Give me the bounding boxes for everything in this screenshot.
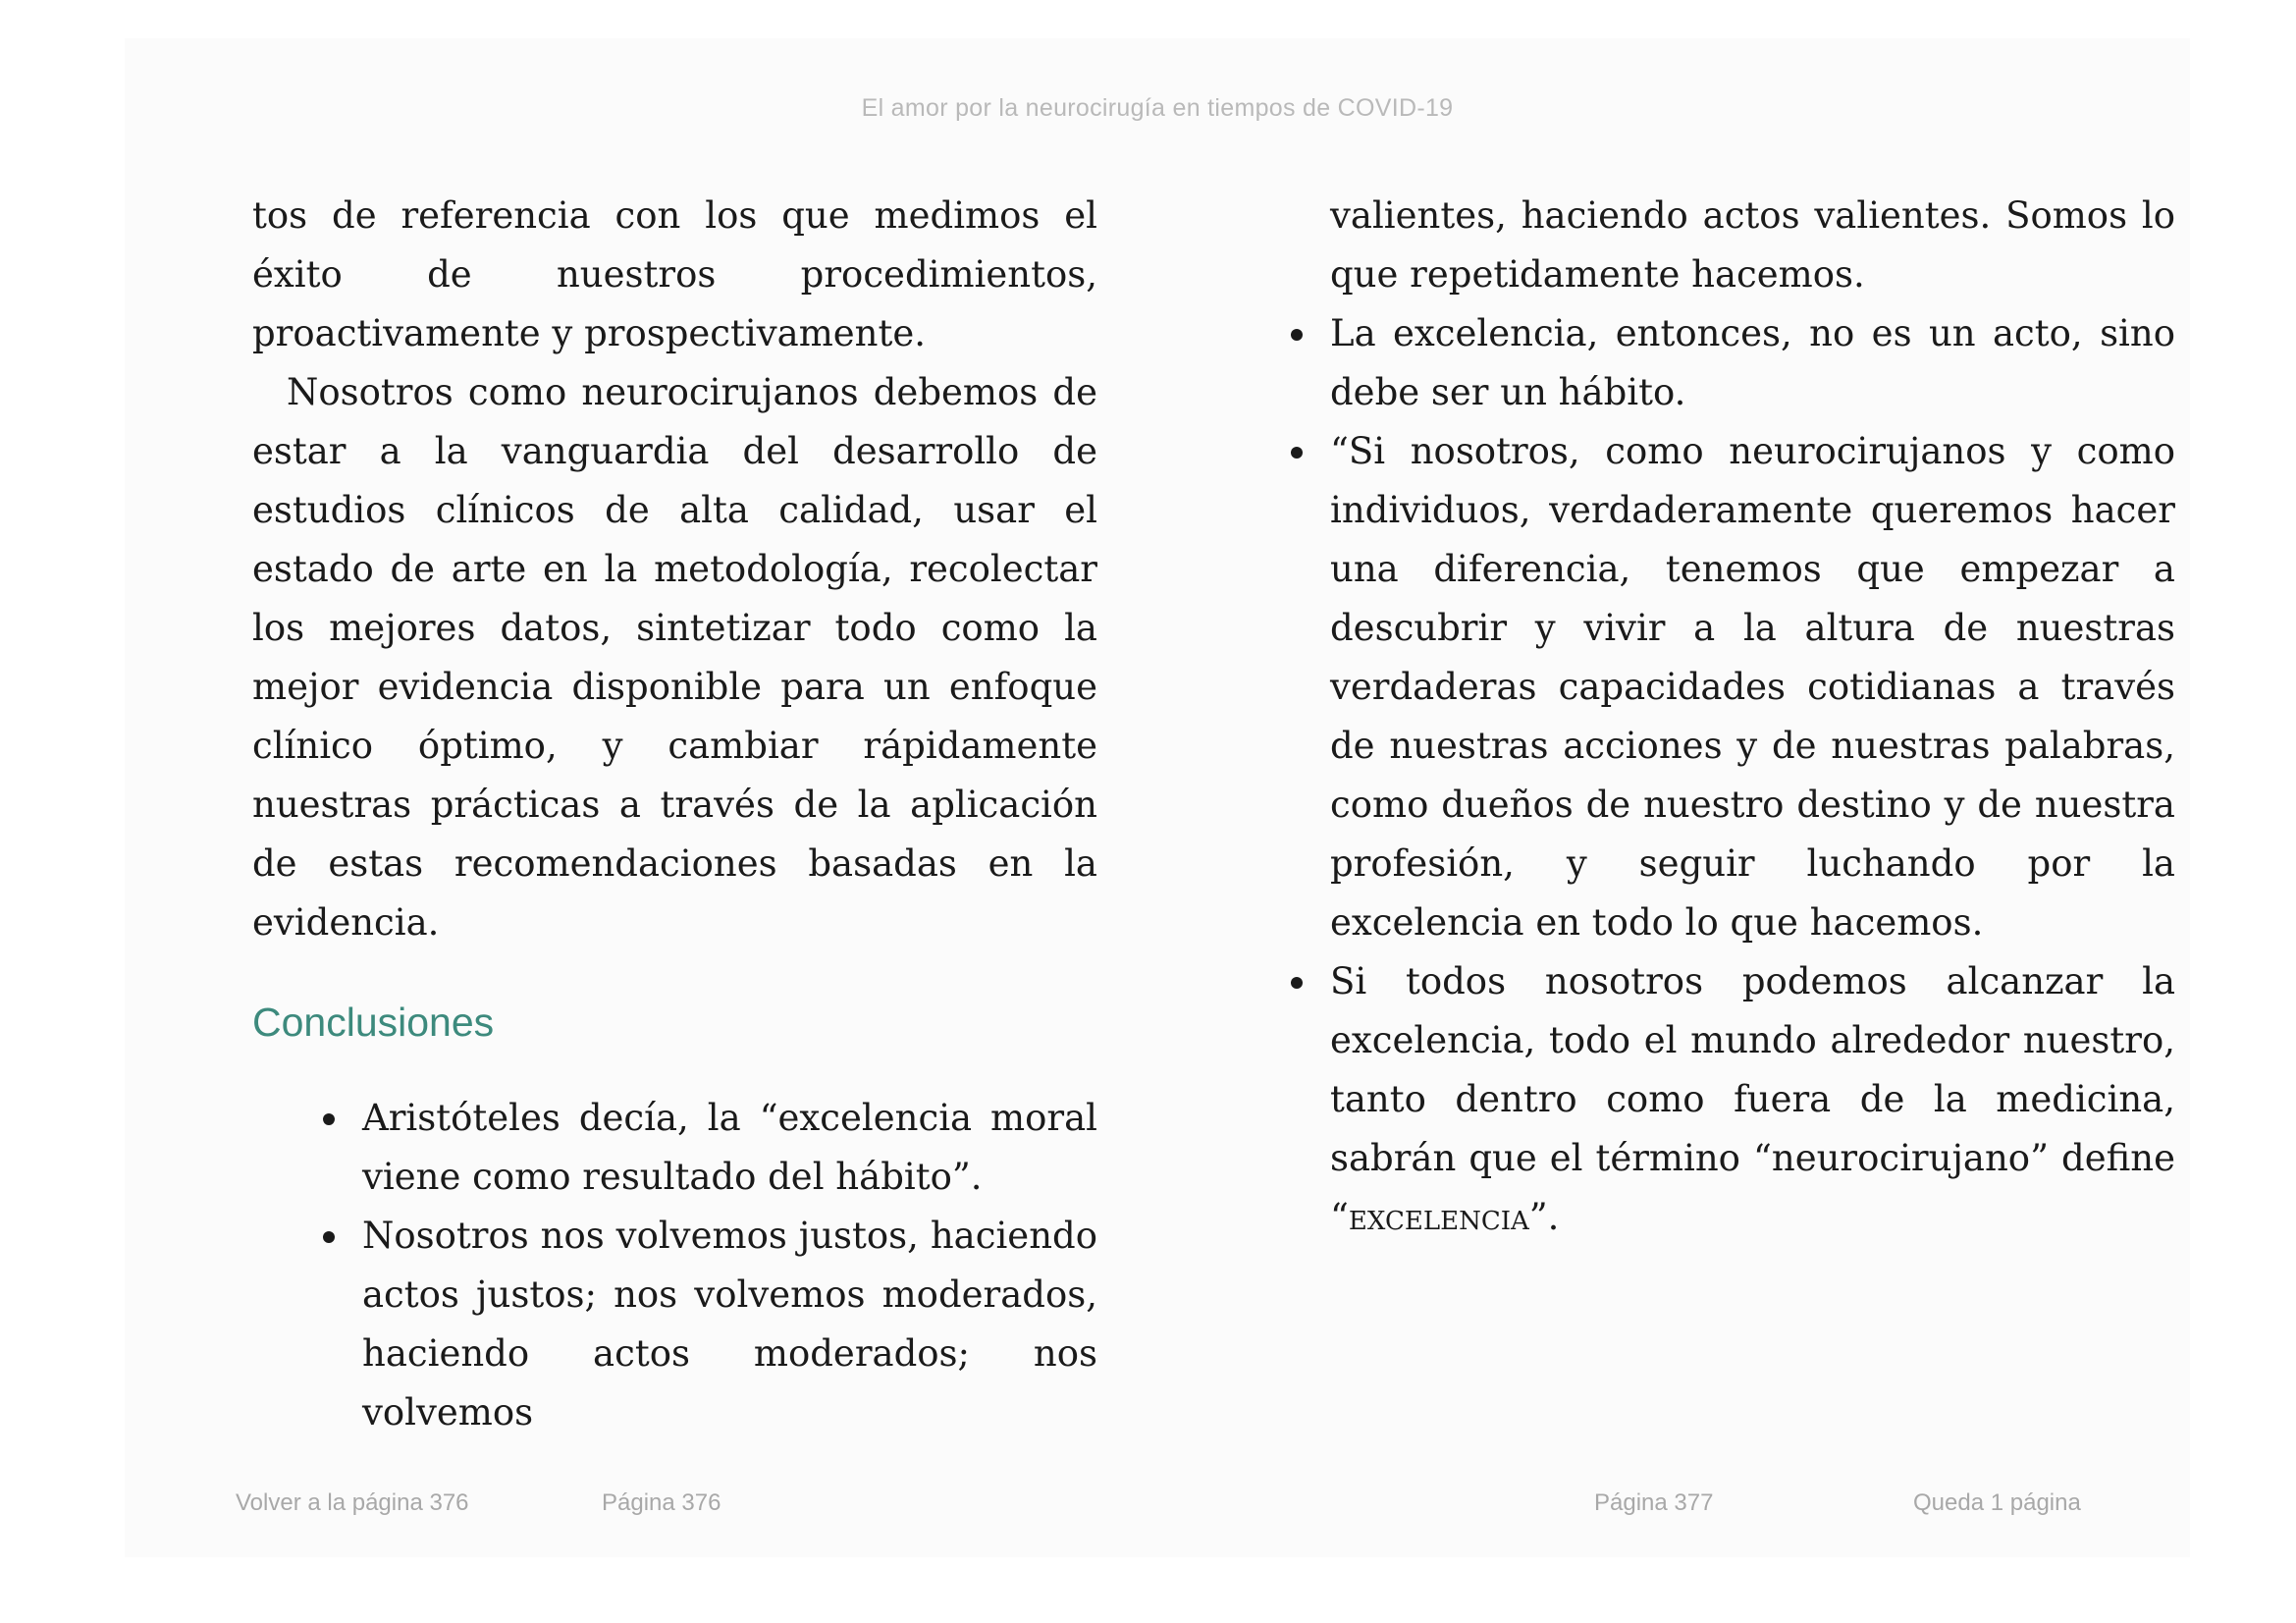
conclusions-list <box>362 1089 1097 1442</box>
paragraph: Nosotros como neurocirujanos debemos de estar a la vanguardia del desarrollo de estudios clínicos de alta calidad, usar el estado de arte en la metodología, recolectar los mejores datos, sintetizar todo como la mejor evidencia disponible para un enfoque clínico óptimo, y cambiar rápidamente nuestras prácticas a través de la aplicación de estas recomendaciones basadas en la evidencia. <box>252 371 1097 944</box>
list-item <box>1330 952 2175 1247</box>
list-item-text: La excelencia, entonces, no es un acto, sino debe ser un hábito. <box>1330 312 2175 413</box>
list-item-text-part: Si todos nosotros podemos alcanzar la excelencia, todo el mundo alrededor nuestro, tanto dentro como fuera de la medicina, sabrán que el término “neurocirujano” define “ <box>1330 960 2175 1238</box>
list-item-text: Nosotros nos volvemos justos, haciendo actos justos; nos volvemos moderados, haciendo actos moderados; nos volvemos <box>362 1215 1097 1434</box>
right-page-number: Página 377 <box>1594 1489 1714 1516</box>
bullet-icon <box>323 1113 335 1125</box>
list-item <box>1330 422 2175 952</box>
section-heading: Conclusiones <box>252 1000 495 1045</box>
bullet-icon <box>1291 447 1303 459</box>
list-item-text: “Si nosotros, como neurocirujanos y como individuos, verdaderamente queremos hacer una diferencia, tenemos que empezar a descubrir y vivir a la altura de nuestras verdaderas capacidades cotidianas a través de nuestras acciones y de nuestras palabras, como dueños de nuestro destino y de nuestra profesión, y seguir luchando por la excelencia en todo lo que hacemos. <box>1330 430 2175 944</box>
list-item-text-part: ”. <box>1528 1196 1560 1238</box>
reader-view <box>125 38 2190 1557</box>
right-page <box>1330 187 2175 1247</box>
list-item <box>362 1207 1097 1442</box>
list-item-continuation <box>1330 187 2175 304</box>
list-item-text: valientes, haciendo actos valientes. Somos lo que repetidamente hacemos. <box>1330 194 2175 296</box>
list-item-text: Aristóteles decía, la “excelencia moral viene como resultado del hábito”. <box>362 1097 1097 1198</box>
list-item-text <box>1330 960 2175 1238</box>
list-item <box>1330 304 2175 422</box>
left-page <box>252 187 1097 1442</box>
pages-remaining: Queda 1 página <box>1913 1489 2081 1516</box>
bullet-icon <box>1291 977 1303 989</box>
bullet-icon <box>1291 329 1303 341</box>
left-page-number: Página 376 <box>602 1489 721 1516</box>
list-item <box>362 1089 1097 1207</box>
bullet-icon <box>323 1231 335 1243</box>
paragraph: tos de referencia con los que medimos el éxito de nuestros procedimientos, proactivamente y prospectivamente. <box>252 194 1097 354</box>
smallcaps-term: excelencia <box>1348 1196 1529 1238</box>
back-to-page-link[interactable]: Volver a la página 376 <box>236 1489 469 1516</box>
book-title: El amor por la neurocirugía en tiempos de COVID-19 <box>861 94 1454 122</box>
conclusions-list-continued <box>1330 187 2175 1247</box>
